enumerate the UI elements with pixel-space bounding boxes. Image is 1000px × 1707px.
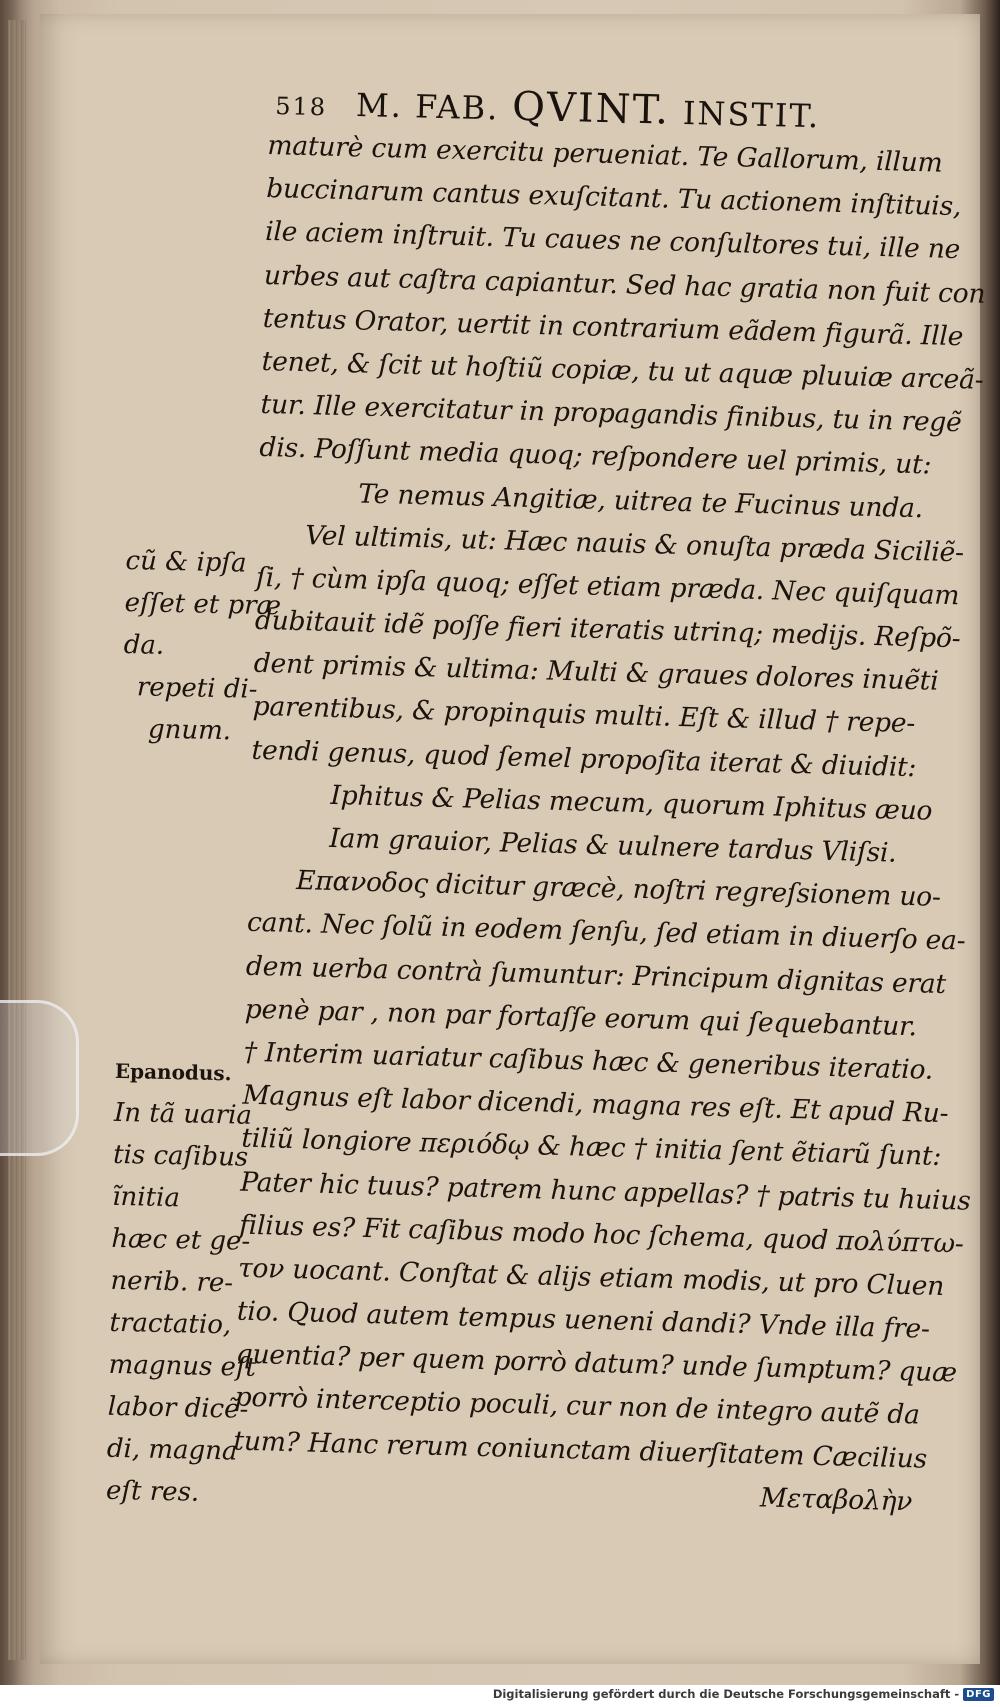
page-number: 518 xyxy=(274,91,328,122)
text-line: porrò interceptio poculi, cur non de integro autẽ da xyxy=(234,1382,921,1431)
verse-line: Iam grauior, Pelias & uulnere tardus Vliſsi. xyxy=(328,822,897,869)
text-line: dis. Poſſunt media quoq; reſpondere uel primis, ut: xyxy=(259,432,932,481)
text-line: dubitauit idẽ poſſe fieri iteratis utrinq; medijs. Reſpõ- xyxy=(254,604,961,655)
margin-notes xyxy=(105,540,282,1515)
margin-note-line: hæc et ge- xyxy=(111,1223,251,1257)
footer-bar xyxy=(0,1685,1000,1707)
page-edges xyxy=(8,20,26,1660)
margin-note-line: eſſet et præ xyxy=(124,587,282,622)
running-title-prefix: M. FAB. xyxy=(355,85,500,128)
body-text xyxy=(232,124,986,1524)
text-line: parentibus, & propinquis multi. Eſt & illud † repe- xyxy=(252,691,916,740)
footer-credit-text: Digitalisierung gefördert durch die Deutsche Forschungsgemeinschaft - xyxy=(492,1687,960,1701)
text-line: † Interim uariatur caſibus hæc & generibus iteratio. xyxy=(243,1036,934,1086)
margin-note-line: nerib. re- xyxy=(110,1265,234,1299)
text-line: τον uocant. Conſtat & alijs etiam modis, ut pro Cluen xyxy=(237,1252,945,1302)
footer-credit xyxy=(493,1687,994,1701)
text-line: dem uerba contrà ſumuntur: Principum dignitas erat xyxy=(245,950,947,1000)
text-line: dent primis & ultima: Multi & graues dolores inuẽti xyxy=(253,648,939,697)
text-line: Vel ultimis, ut: Hæc nauis & onuſta præda Siciliẽ- xyxy=(304,519,965,569)
catchword: Μεταβολὴν xyxy=(759,1482,913,1518)
margin-note-line: eſt res. xyxy=(105,1475,200,1508)
margin-note-line: magnus eſt xyxy=(108,1349,257,1383)
dfg-logo-icon: DFG xyxy=(963,1688,994,1701)
text-line: Pater hic tuus? patrem hunc appellas? † patris tu huius xyxy=(239,1166,971,1217)
text-line: buccinarum cantus exuſcitant. Tu actionem inſtituis, xyxy=(265,173,962,223)
margin-note-line: gnum. xyxy=(147,714,232,747)
text-line: tiliũ longiore περιόδῳ & hæc † initia ſent ẽtiarũ ſunt: xyxy=(241,1122,942,1173)
verse-line: Te nemus Angitiæ, uitrea te Fucinus unda. xyxy=(357,477,924,524)
margin-note-heading: Epanodus. xyxy=(114,1058,232,1086)
running-title-suffix: INSTIT. xyxy=(682,93,821,136)
text-line: Magnus eſt labor dicendi, magna res eſt. Et apud Ru- xyxy=(242,1079,949,1130)
text-line: tur. Ille exercitatur in propagandis finibus, tu in regẽ xyxy=(260,389,963,439)
text-line: tum? Hanc rerum coniunctam diuerſitatem Cæcilius xyxy=(233,1425,928,1475)
margin-note-line: ĩnitia xyxy=(111,1181,181,1214)
text-line: tentus Orator, uertit in contrarium eãdem figurã. Ille xyxy=(262,302,964,353)
text-line: quentia? per quem porrò datum? unde ſumptum? quæ xyxy=(235,1338,958,1389)
text-line: maturè cum exercitu perueniat. Te Gallorum, illum xyxy=(267,129,943,179)
margin-note-line: da. xyxy=(123,629,165,661)
margin-note-line: In tã uaria xyxy=(113,1097,253,1131)
text-line: tio. Quod autem tempus ueneni dandi? Vnde illa fre- xyxy=(236,1295,931,1345)
running-title-big: QVINT. xyxy=(511,83,671,134)
verse-line: Iphitus & Pelias mecum, quorum Iphitus æuo xyxy=(330,779,933,827)
text-line: ſi, † cùm ipſa quoq; eſſet etiam præda. Nec quiſquam xyxy=(255,561,960,612)
margin-note-line: repeti di- xyxy=(136,672,258,705)
margin-note-line: labor dicẽ- xyxy=(107,1391,249,1425)
text-line: penè par , non par fortaſſe eorum qui ſequebantur. xyxy=(244,993,918,1043)
text-line: cant. Nec ſolũ in eodem ſenſu, ſed etiam in diuerſo ea- xyxy=(246,907,966,957)
margin-note-line: tractatio, xyxy=(109,1307,232,1341)
text-line: tendi genus, quod ſemel propoſita iterat & diuidit: xyxy=(251,734,917,783)
margin-note-line: cũ & ipſa xyxy=(125,545,247,579)
text-line: filius es? Fit caſibus modo hoc ſchema, quod πολύπτω- xyxy=(238,1209,965,1260)
margin-note-line: tis caſibus xyxy=(112,1139,249,1173)
text-line: tenet, & ſcit ut hoſtiũ copiæ, tu ut aquæ pluuiæ arceã- xyxy=(261,345,984,396)
margin-gap xyxy=(115,750,271,1053)
book-clasp xyxy=(0,1000,79,1156)
margin-note-line: di, magna xyxy=(106,1433,238,1467)
text-line: urbes aut caſtra capiantur. Sed hac gratia non fuit con xyxy=(263,259,986,310)
text-line: Επανοδος dicitur græcè, noſtri regreſsionem uo- xyxy=(295,865,942,914)
text-line: ile aciem inſtruit. Tu caues ne conſultores tui, ille ne xyxy=(264,216,961,266)
